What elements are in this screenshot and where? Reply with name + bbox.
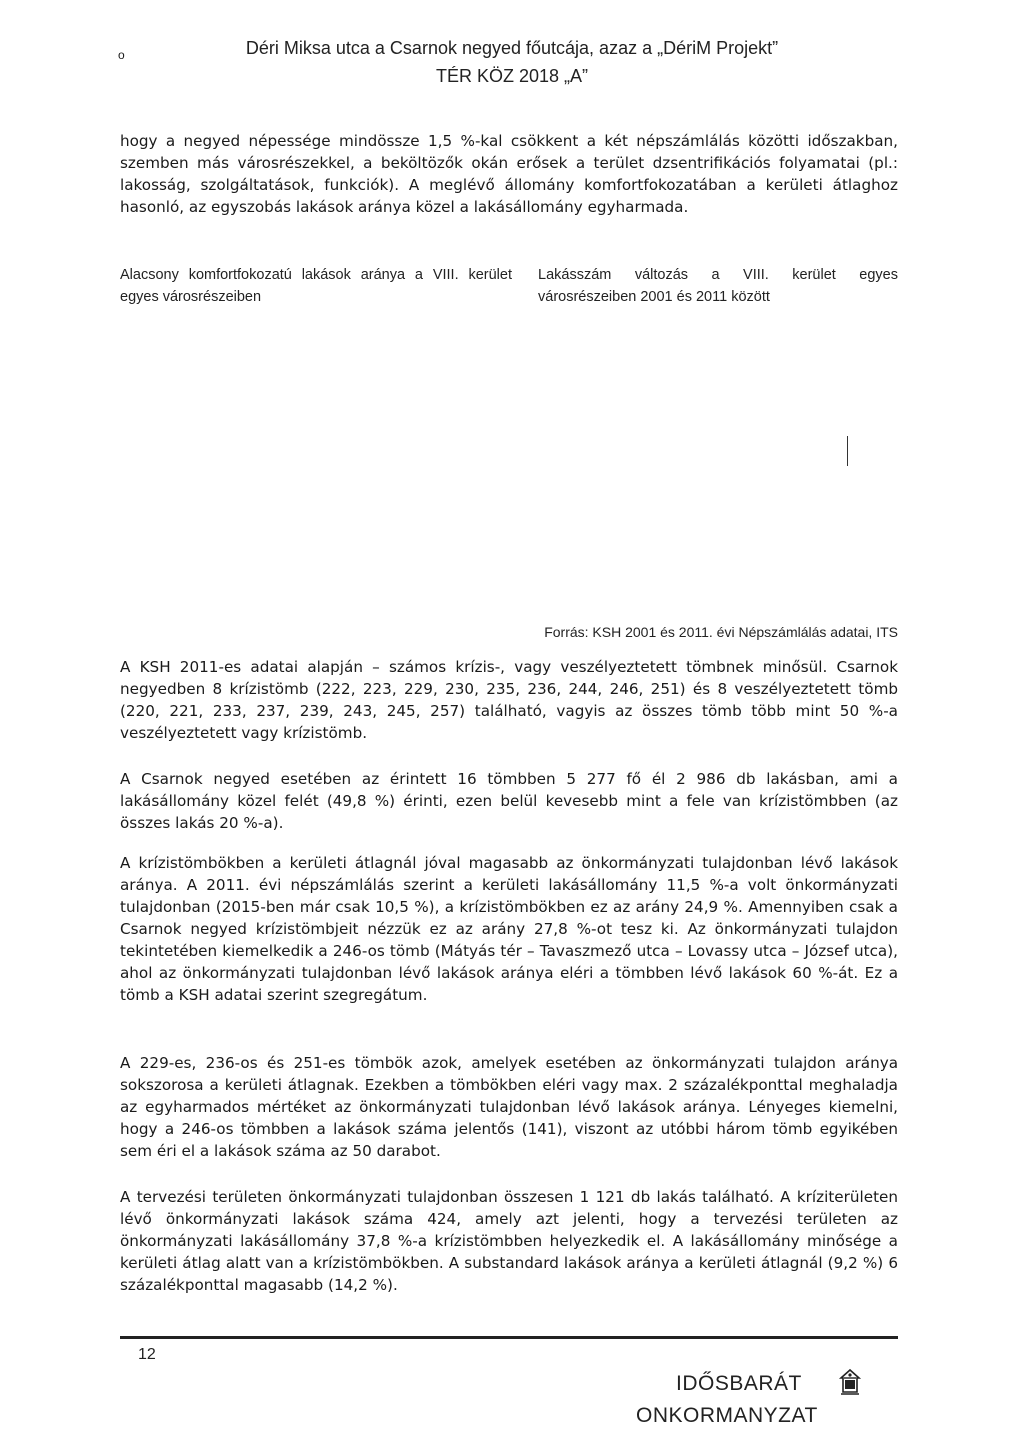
corner-mark: o bbox=[118, 48, 125, 62]
figure-caption-right: Lakásszám változás a VIII. kerület egyes városrészeiben 2001 és 2011 között bbox=[538, 267, 898, 305]
figure-placeholder-area bbox=[120, 312, 898, 612]
figure-caption-left: Alacsony komfortfokozatú lakások aránya a VIII. kerület egyes városrészeiben bbox=[120, 267, 512, 305]
paragraph-municipal-ownership: A krízistömbökben a kerületi átlagnál jóval magasabb az önkormányzati tulajdonban lévő lakások aránya. A 2011. évi népszámlálás szerint a kerületi lakásállomány 11,5 %-a volt önkormányzati tulajdonban (2015-ben már csak 10,5 %), a krízistömbökben ez az arány 24,9 %. Amennyiben csak a Csarnok negyed krízistömbjeit nézzük ez az arány 27,8 %-ot tesz ki. Az önkormányzati tulajdon tekintetében kiemelkedik a 246-os tömb (Mátyás tér – Tavaszmező utca – Lovassy utca – József utca), ahol az önkormányzati tulajdonban lévő lakások aránya eléri a tömbben lévő lakások 60 %-át. Ez a tömb a KSH adatai szerint szegregátum. bbox=[120, 854, 898, 1004]
paragraph-high-share-blocks: A 229-es, 236-os és 251-es tömbök azok, amelyek esetében az önkormányzati tulajdon aránya sokszorosa a kerületi átlagnak. Ezekben a tömbökben eléri vagy max. 2 százalékponttal meghaladja az egyharmados mértéket az önkormányzati tulajdonban lévő lakások aránya. Lényeges kiemelni, hogy a 246-os tömbben a lakások száma jelentős (141), viszont az utóbbi három tömb egyikében sem éri el a lakások száma az 50 darabot. bbox=[120, 1054, 898, 1160]
brand-line-1: IDŐSBARÁT bbox=[676, 1372, 802, 1395]
figure-source: Forrás: KSH 2001 és 2011. évi Népszámlálás adatai, ITS bbox=[544, 624, 898, 640]
figure-artifact-mark bbox=[847, 436, 848, 466]
document-header-title: Déri Miksa utca a Csarnok negyed főutcája, azaz a „DériM Projekt” bbox=[245, 38, 779, 58]
document-header-subtitle: TÉR KÖZ 2018 „A” bbox=[435, 66, 589, 86]
paragraph-affected-blocks: A Csarnok negyed esetében az érintett 16 tömbben 5 277 fő él 2 986 db lakásban, ami a lakásállomány közel felét (49,8 %) érinti, ezen belül kevesebb mint a fele van krízistömbben (az összes lakás 20 %-a). bbox=[120, 770, 898, 832]
brand-line-2: ONKORMANYZAT bbox=[636, 1404, 818, 1427]
footer-rule bbox=[120, 1336, 898, 1339]
paragraph-planning-area: A tervezési területen önkormányzati tulajdonban összesen 1 121 db lakás található. A kríziterületen lévő önkormányzati lakások száma 424, amely azt jelenti, hogy a tervezési területen az önkormányzati lakásállomány 37,8 %-a krízistömbben helyezkedik el. A lakásállomány minősége a kerületi átlag alatt van a krízistömbökben. A substandard lakások aránya a kerületi átlagnál (9,2 %) 6 százalékponttal magasabb (14,2 %). bbox=[120, 1188, 898, 1294]
intro-paragraph: hogy a negyed népessége mindössze 1,5 %-kal csökkent a két népszámlálás közötti időszakban, szemben más városrészekkel, a beköltözők okán erősek a terület dzsentrifikációs folyamatai (pl.: lakosság, szolgáltatások, funkciók). A meglévő állomány komfortfokozatában a kerületi átlaghoz hasonló, az egyszobás lakások aránya közel a lakásállomány egyharmada. bbox=[120, 132, 898, 216]
paragraph-crisis-blocks: A KSH 2011-es adatai alapján – számos krízis-, vagy veszélyeztetett tömbnek minősül. Csarnok negyedben 8 krízistömb (222, 223, 229, 230, 235, 236, 244, 246, 251) és 8 veszélyeztetett tömb (220, 221, 233, 237, 239, 243, 245, 257) található, vagyis az összes tömb több mint 50 %-a veszélyeztetett vagy krízistömb. bbox=[120, 658, 898, 742]
house-logo-icon bbox=[838, 1368, 862, 1396]
page-number: 12 bbox=[138, 1346, 156, 1363]
